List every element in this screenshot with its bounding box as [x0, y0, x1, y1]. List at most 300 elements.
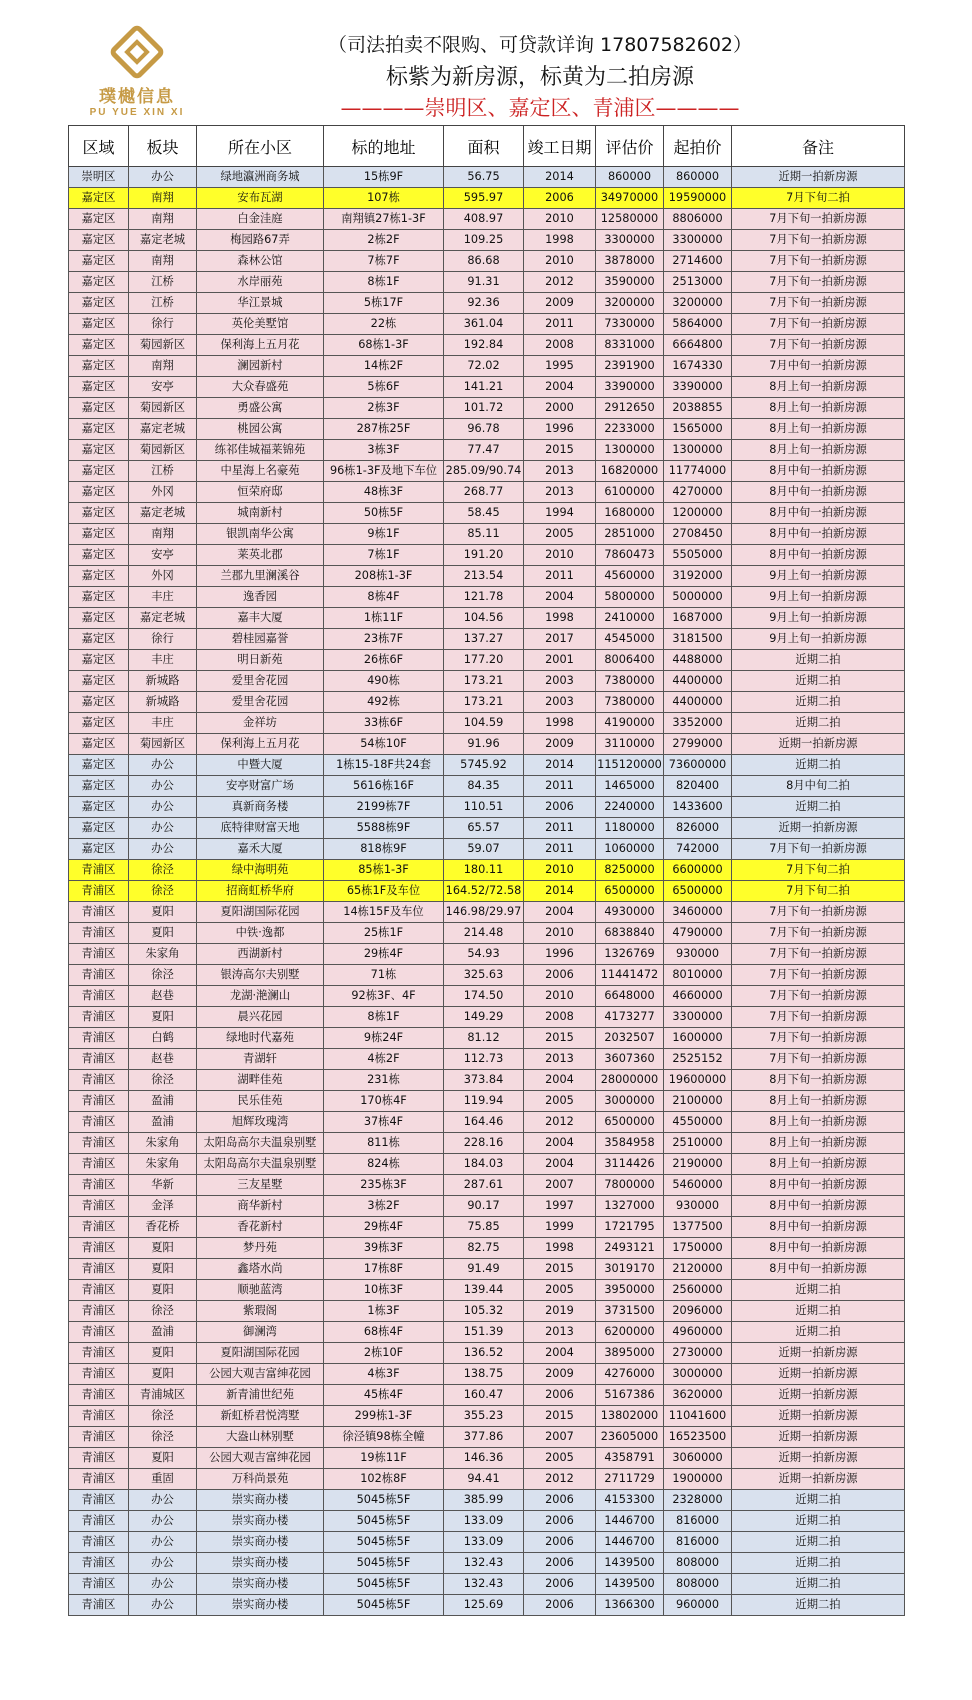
table-cell: 重固 — [129, 1469, 197, 1490]
table-cell: 2011 — [524, 818, 596, 839]
table-cell: 嘉定老城 — [129, 419, 197, 440]
table-row — [69, 1007, 905, 1028]
table-cell: 崇实商办楼 — [197, 1595, 324, 1616]
table-cell: 96栋1-3F及地下车位 — [324, 461, 444, 482]
table-cell: 夏阳 — [129, 1364, 197, 1385]
table-cell: 930000 — [664, 1196, 732, 1217]
table-cell: 8栋1F — [324, 1007, 444, 1028]
table-cell: 12580000 — [596, 209, 664, 230]
table-cell: 7月下旬一拍新房源 — [732, 944, 905, 965]
table-cell: 安布瓦湖 — [197, 188, 324, 209]
table-cell: 徐泾 — [129, 1427, 197, 1448]
table-cell: 3584958 — [596, 1133, 664, 1154]
table-cell: 23605000 — [596, 1427, 664, 1448]
table-row — [69, 1553, 905, 1574]
table-cell: 1998 — [524, 608, 596, 629]
table-cell: 50栋5F — [324, 503, 444, 524]
table-cell: 金泽 — [129, 1196, 197, 1217]
table-cell: 7860473 — [596, 545, 664, 566]
table-cell: 青浦区 — [69, 1553, 129, 1574]
table-cell: 231栋 — [324, 1070, 444, 1091]
table-cell: 盈浦 — [129, 1091, 197, 1112]
table-cell: 1300000 — [596, 440, 664, 461]
table-cell: 中星海上名豪苑 — [197, 461, 324, 482]
table-cell: 青浦区 — [69, 902, 129, 923]
table-cell: 南翔 — [129, 188, 197, 209]
table-cell: 13802000 — [596, 1406, 664, 1427]
table-cell: 办公 — [129, 776, 197, 797]
logo-name-cn: 璞樾信息 — [99, 87, 175, 107]
column-header: 评估价 — [596, 126, 664, 167]
table-row — [69, 1301, 905, 1322]
table-cell: 安亭财富广场 — [197, 776, 324, 797]
table-cell: 8月上旬一拍新房源 — [732, 1112, 905, 1133]
table-cell: 嘉定区 — [69, 671, 129, 692]
table-cell: 近期二拍 — [732, 1532, 905, 1553]
table-cell: 146.36 — [444, 1448, 524, 1469]
table-row — [69, 1343, 905, 1364]
table-cell: 青浦区 — [69, 1070, 129, 1091]
table-cell: 香花新村 — [197, 1217, 324, 1238]
table-cell: 3460000 — [664, 902, 732, 923]
table-cell: 8栋4F — [324, 587, 444, 608]
table-cell: 2004 — [524, 377, 596, 398]
table-cell: 澜园新村 — [197, 356, 324, 377]
table-row — [69, 482, 905, 503]
table-cell: 1996 — [524, 419, 596, 440]
table-cell: 保利海上五月花 — [197, 335, 324, 356]
table-cell: 5588栋9F — [324, 818, 444, 839]
table-cell: 2008 — [524, 335, 596, 356]
table-cell: 3114426 — [596, 1154, 664, 1175]
table-cell: 7月下旬一拍新房源 — [732, 839, 905, 860]
table-cell: 136.52 — [444, 1343, 524, 1364]
table-row — [69, 608, 905, 629]
table-cell: 青浦区 — [69, 1154, 129, 1175]
table-cell: 355.23 — [444, 1406, 524, 1427]
table-cell: 1998 — [524, 713, 596, 734]
table-cell: 15栋9F — [324, 167, 444, 188]
table-cell: 2493121 — [596, 1238, 664, 1259]
table-cell: 夏阳 — [129, 1007, 197, 1028]
table-row — [69, 713, 905, 734]
table-cell: 商华新村 — [197, 1196, 324, 1217]
table-cell: 5616栋16F — [324, 776, 444, 797]
legend-line: 标紫为新房源，标黄为二拍房源 — [385, 65, 694, 90]
table-cell: 嘉禾大厦 — [197, 839, 324, 860]
table-cell: 7800000 — [596, 1175, 664, 1196]
table-body — [69, 167, 905, 1616]
table-row — [69, 440, 905, 461]
table-cell: 青浦城区 — [129, 1385, 197, 1406]
table-cell: 2233000 — [596, 419, 664, 440]
table-cell: 菊园新区 — [129, 734, 197, 755]
table-row — [69, 1532, 905, 1553]
table-cell: 2391900 — [596, 356, 664, 377]
table-cell: 2004 — [524, 902, 596, 923]
table-cell: 4358791 — [596, 1448, 664, 1469]
table-cell: 3352000 — [664, 713, 732, 734]
table-cell: 104.59 — [444, 713, 524, 734]
table-cell: 826000 — [664, 818, 732, 839]
table-cell: 嘉定区 — [69, 272, 129, 293]
table-row — [69, 902, 905, 923]
table-cell: 紫瑕阁 — [197, 1301, 324, 1322]
table-cell: 青浦区 — [69, 923, 129, 944]
table-cell: 84.35 — [444, 776, 524, 797]
table-cell: 2328000 — [664, 1490, 732, 1511]
table-cell: 11774000 — [664, 461, 732, 482]
table-cell: 2004 — [524, 1343, 596, 1364]
table-cell: 江桥 — [129, 272, 197, 293]
table-cell: 2010 — [524, 209, 596, 230]
column-header: 备注 — [732, 126, 905, 167]
table-cell: 夏阳湖国际花园 — [197, 902, 324, 923]
table-cell: 7月下旬一拍新房源 — [732, 1007, 905, 1028]
table-cell: 嘉定区 — [69, 713, 129, 734]
table-cell: 16523500 — [664, 1427, 732, 1448]
table-cell: 菊园新区 — [129, 440, 197, 461]
table-cell: 2240000 — [596, 797, 664, 818]
table-cell: 1900000 — [664, 1469, 732, 1490]
table-cell: 香花桥 — [129, 1217, 197, 1238]
table-cell: 嘉丰大厦 — [197, 608, 324, 629]
table-cell: 1998 — [524, 1238, 596, 1259]
table-cell: 1433600 — [664, 797, 732, 818]
table-cell: 8010000 — [664, 965, 732, 986]
table-cell: 3300000 — [664, 1007, 732, 1028]
table-cell: 4545000 — [596, 629, 664, 650]
table-cell: 1180000 — [596, 818, 664, 839]
company-logo — [82, 24, 192, 124]
table-cell: 华新 — [129, 1175, 197, 1196]
table-cell: 37栋4F — [324, 1112, 444, 1133]
table-cell: 盈浦 — [129, 1112, 197, 1133]
table-cell: 3590000 — [596, 272, 664, 293]
table-cell: 102栋8F — [324, 1469, 444, 1490]
table-row — [69, 1259, 905, 1280]
table-cell: 青浦区 — [69, 1007, 129, 1028]
table-cell: 2015 — [524, 440, 596, 461]
table-cell: 860000 — [664, 167, 732, 188]
table-cell: 青浦区 — [69, 1112, 129, 1133]
table-cell: 149.29 — [444, 1007, 524, 1028]
table-cell: 7月下旬一拍新房源 — [732, 923, 905, 944]
table-cell: 近期二拍 — [732, 1301, 905, 1322]
table-cell: 鑫塔水尚 — [197, 1259, 324, 1280]
table-cell: 2004 — [524, 1154, 596, 1175]
table-row — [69, 251, 905, 272]
table-cell: 2912650 — [596, 398, 664, 419]
table-cell: 2038855 — [664, 398, 732, 419]
table-cell: 287.61 — [444, 1175, 524, 1196]
table-cell: 3000000 — [596, 1091, 664, 1112]
table-cell: 180.11 — [444, 860, 524, 881]
table-cell: 近期二拍 — [732, 1574, 905, 1595]
table-cell: 2013 — [524, 482, 596, 503]
table-cell: 8月上旬一拍新房源 — [732, 377, 905, 398]
table-cell: 兰郡九里澜溪谷 — [197, 566, 324, 587]
table-cell: 192.84 — [444, 335, 524, 356]
table-cell: 夏阳 — [129, 1448, 197, 1469]
table-row — [69, 629, 905, 650]
table-cell: 办公 — [129, 755, 197, 776]
table-cell: 3390000 — [596, 377, 664, 398]
table-cell: 青浦区 — [69, 1322, 129, 1343]
table-cell: 2009 — [524, 734, 596, 755]
table-cell: 8331000 — [596, 335, 664, 356]
table-cell: 1439500 — [596, 1553, 664, 1574]
table-cell: 5045栋5F — [324, 1490, 444, 1511]
table-cell: 25栋1F — [324, 923, 444, 944]
table-cell: 6200000 — [596, 1322, 664, 1343]
table-cell: 江桥 — [129, 461, 197, 482]
table-cell: 近期二拍 — [732, 671, 905, 692]
table-cell: 1326769 — [596, 944, 664, 965]
table-cell: 近期一拍新房源 — [732, 1406, 905, 1427]
table-cell: 青浦区 — [69, 1091, 129, 1112]
table-cell: 近期一拍新房源 — [732, 1385, 905, 1406]
table-cell: 14栋15F及车位 — [324, 902, 444, 923]
table-cell: 94.41 — [444, 1469, 524, 1490]
table-cell: 嘉定区 — [69, 209, 129, 230]
table-cell: 4153300 — [596, 1490, 664, 1511]
table-cell: 徐泾 — [129, 860, 197, 881]
table-cell: 近期二拍 — [732, 713, 905, 734]
table-cell: 377.86 — [444, 1427, 524, 1448]
table-cell: 22栋 — [324, 314, 444, 335]
table-cell: 2010 — [524, 545, 596, 566]
table-row — [69, 944, 905, 965]
table-row — [69, 1238, 905, 1259]
table-cell: 2525152 — [664, 1049, 732, 1070]
table-cell: 5栋6F — [324, 377, 444, 398]
table-row — [69, 1448, 905, 1469]
table-row — [69, 881, 905, 902]
table-cell: 3895000 — [596, 1343, 664, 1364]
table-cell: 29栋4F — [324, 944, 444, 965]
table-header-row — [69, 126, 905, 167]
table-cell: 3192000 — [664, 566, 732, 587]
table-cell: 385.99 — [444, 1490, 524, 1511]
table-cell: 5045栋5F — [324, 1553, 444, 1574]
table-cell: 2032507 — [596, 1028, 664, 1049]
table-cell: 2851000 — [596, 524, 664, 545]
table-cell: 5045栋5F — [324, 1511, 444, 1532]
table-cell: 5栋17F — [324, 293, 444, 314]
table-cell: 119.94 — [444, 1091, 524, 1112]
table-cell: 2100000 — [664, 1091, 732, 1112]
table-row — [69, 461, 905, 482]
table-cell: 丰庄 — [129, 713, 197, 734]
table-cell: 8月中旬一拍新房源 — [732, 503, 905, 524]
table-cell: 2011 — [524, 566, 596, 587]
table-row — [69, 314, 905, 335]
table-cell: 6600000 — [664, 860, 732, 881]
table-cell: 2006 — [524, 797, 596, 818]
table-cell: 2003 — [524, 692, 596, 713]
table-cell: 湖畔佳苑 — [197, 1070, 324, 1091]
table-cell: 112.73 — [444, 1049, 524, 1070]
table-cell: 青浦区 — [69, 1238, 129, 1259]
table-cell: 近期一拍新房源 — [732, 1343, 905, 1364]
table-row — [69, 1364, 905, 1385]
table-cell: 丰庄 — [129, 650, 197, 671]
table-cell: 菊园新区 — [129, 335, 197, 356]
table-row — [69, 188, 905, 209]
table-cell: 青浦区 — [69, 1049, 129, 1070]
table-row — [69, 272, 905, 293]
table-cell: 2510000 — [664, 1133, 732, 1154]
table-cell: 7月下旬二拍 — [732, 860, 905, 881]
table-cell: 213.54 — [444, 566, 524, 587]
table-cell: 崇实商办楼 — [197, 1574, 324, 1595]
table-cell: 5045栋5F — [324, 1532, 444, 1553]
table-row — [69, 797, 905, 818]
table-cell: 2011 — [524, 839, 596, 860]
table-cell: 6500000 — [596, 881, 664, 902]
table-cell: 5167386 — [596, 1385, 664, 1406]
table-cell: 287栋25F — [324, 419, 444, 440]
table-cell: 2007 — [524, 1175, 596, 1196]
table-cell: 嘉定区 — [69, 356, 129, 377]
table-row — [69, 377, 905, 398]
table-cell: 华江景城 — [197, 293, 324, 314]
table-cell: 近期一拍新房源 — [732, 1448, 905, 1469]
table-cell: 8006400 — [596, 650, 664, 671]
table-row — [69, 1217, 905, 1238]
table-cell: 19590000 — [664, 188, 732, 209]
table-row — [69, 545, 905, 566]
table-cell: 71栋 — [324, 965, 444, 986]
table-cell: 133.09 — [444, 1532, 524, 1553]
table-cell: 4276000 — [596, 1364, 664, 1385]
table-row — [69, 1322, 905, 1343]
table-row — [69, 335, 905, 356]
table-cell: 招商虹桥华府 — [197, 881, 324, 902]
table-cell: 4660000 — [664, 986, 732, 1007]
table-cell: 公园大观吉富绅花园 — [197, 1364, 324, 1385]
column-header: 面积 — [444, 126, 524, 167]
table-cell: 青浦区 — [69, 1196, 129, 1217]
table-cell: 徐泾 — [129, 1070, 197, 1091]
table-cell: 160.47 — [444, 1385, 524, 1406]
table-cell: 1999 — [524, 1217, 596, 1238]
table-cell: 2015 — [524, 1259, 596, 1280]
table-cell: 逸香园 — [197, 587, 324, 608]
table-cell: 8月上旬一拍新房源 — [732, 398, 905, 419]
table-cell: 7380000 — [596, 671, 664, 692]
table-cell: 82.75 — [444, 1238, 524, 1259]
table-cell: 近期二拍 — [732, 1553, 905, 1574]
table-cell: 2013 — [524, 1322, 596, 1343]
table-cell: 107栋 — [324, 188, 444, 209]
table-row — [69, 1133, 905, 1154]
table-cell: 御澜湾 — [197, 1322, 324, 1343]
table-cell: 8月下旬一拍新房源 — [732, 1070, 905, 1091]
table-cell: 6648000 — [596, 986, 664, 1007]
table-cell: 夏阳 — [129, 923, 197, 944]
table-cell: 近期二拍 — [732, 1595, 905, 1616]
table-row — [69, 839, 905, 860]
table-cell: 底特律财富天地 — [197, 818, 324, 839]
table-cell: 2019 — [524, 1301, 596, 1322]
table-cell: 7月下旬一拍新房源 — [732, 986, 905, 1007]
table-row — [69, 1469, 905, 1490]
table-cell: 青浦区 — [69, 1448, 129, 1469]
table-cell: 4550000 — [664, 1112, 732, 1133]
table-row — [69, 1028, 905, 1049]
table-cell: 2410000 — [596, 608, 664, 629]
table-cell: 133.09 — [444, 1511, 524, 1532]
table-cell: 2004 — [524, 1133, 596, 1154]
table-cell: 徐泾 — [129, 881, 197, 902]
table-cell: 285.09/90.74 — [444, 461, 524, 482]
table-cell: 徐泾 — [129, 965, 197, 986]
table-cell: 8月中旬一拍新房源 — [732, 1238, 905, 1259]
table-row — [69, 1385, 905, 1406]
table-row — [69, 965, 905, 986]
table-cell: 139.44 — [444, 1280, 524, 1301]
table-cell: 26栋6F — [324, 650, 444, 671]
table-cell: 青浦区 — [69, 1280, 129, 1301]
table-cell: 45栋4F — [324, 1385, 444, 1406]
table-cell: 办公 — [129, 167, 197, 188]
table-cell: 2120000 — [664, 1259, 732, 1280]
table-cell: 银涛高尔夫别墅 — [197, 965, 324, 986]
table-cell: 爱里舍花园 — [197, 692, 324, 713]
table-row — [69, 230, 905, 251]
table-cell: 1栋3F — [324, 1301, 444, 1322]
table-cell: 银凯南华公寓 — [197, 524, 324, 545]
table-cell: 808000 — [664, 1553, 732, 1574]
table-cell: 西湖新村 — [197, 944, 324, 965]
table-cell: 朱家角 — [129, 1133, 197, 1154]
table-cell: 嘉定区 — [69, 503, 129, 524]
table-row — [69, 1070, 905, 1091]
table-row — [69, 356, 905, 377]
table-cell: 太阳岛高尔夫温泉别墅 — [197, 1154, 324, 1175]
table-cell: 818栋9F — [324, 839, 444, 860]
table-cell: 2014 — [524, 881, 596, 902]
table-cell: 青浦区 — [69, 944, 129, 965]
table-cell: 824栋 — [324, 1154, 444, 1175]
table-cell: 10栋3F — [324, 1280, 444, 1301]
table-cell: 742000 — [664, 839, 732, 860]
table-cell: 3019170 — [596, 1259, 664, 1280]
table-cell: 青浦区 — [69, 881, 129, 902]
table-cell: 嘉定区 — [69, 398, 129, 419]
table-cell: 青浦区 — [69, 1406, 129, 1427]
table-cell: 48栋3F — [324, 482, 444, 503]
table-row — [69, 1112, 905, 1133]
column-header: 标的地址 — [324, 126, 444, 167]
table-cell: 7380000 — [596, 692, 664, 713]
table-cell: 近期二拍 — [732, 1490, 905, 1511]
table-cell: 7月下旬一拍新房源 — [732, 230, 905, 251]
table-cell: 近期一拍新房源 — [732, 818, 905, 839]
table-cell: 85栋1-3F — [324, 860, 444, 881]
table-cell: 39栋3F — [324, 1238, 444, 1259]
table-cell: 2711729 — [596, 1469, 664, 1490]
table-cell: 59.07 — [444, 839, 524, 860]
table-cell: 新城路 — [129, 692, 197, 713]
table-cell: 3878000 — [596, 251, 664, 272]
table-row — [69, 734, 905, 755]
table-cell: 青浦区 — [69, 965, 129, 986]
table-cell: 151.39 — [444, 1322, 524, 1343]
table-cell: 2004 — [524, 587, 596, 608]
